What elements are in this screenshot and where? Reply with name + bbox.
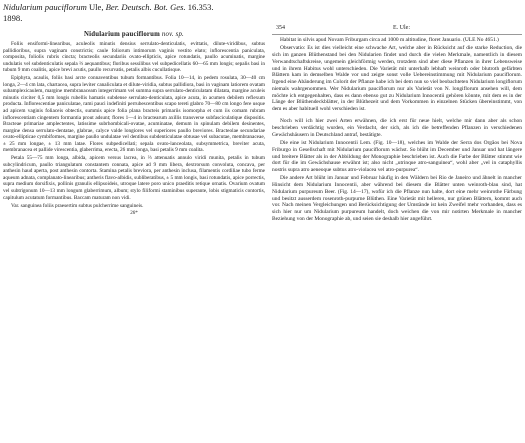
- right-paragraph-habitat: Habitat in silvis apud Novam Friburgam circa ad 1000 m altitudine, floret Januario. (ULE No 4651.): [280, 37, 499, 43]
- page-number: 354: [276, 25, 285, 31]
- left-paragraph-diagnosis: Foliis ensiformi-linearibus, aculeolis minutis densius serrulato-denticulatis, evittatis, dilute-viridibus, subtus pallidioribus, supra vaginam constrictis; caule foliorum intimorum vaginis vestito elato; inflorescentia paniculata, composita, foliolis rubris cincta; bracteolis secundariis ovato-ellipticis, apice rotundatis, paullo acuminatis, margine undulatis vel subdenticulatis sepala ⅔ aequantibus; floribus sessilibus vel subpedicellatis 60—65 mm longis; sepalis basi in tubum 9 mm coalitis, apice brevi acutis, paullo recurvatis, petalis albis cucullatisque.: [3, 41, 265, 74]
- section-heading-species: Nidularium pauciflorum: [84, 31, 160, 38]
- citation-authority: Ule,: [86, 2, 106, 12]
- left-paragraph-flowers: Petala 55—75 mm longa, albida, apicem versus lacrea, in ⅔ attenuatis annulo viridi munita, petalis in tubum subcylindricum, paullo triangulatum constantem connata, apice ad 9 mm libera, dextrorsum convoluta, concava, per anthesin haud aperta, post anthesin contorta. Stamina petalis breviora, per anthesin inclusa, filamentis cordiliae tubo ferme aqueum adnata, complanato-linearibus; antheris flavo-albidis, subliberatibus, ± 5 mm longis, basi rotundatis, apice porrectis, supra medium dorsifixis, pollinis granulis ellipsoideis, utroque latere poro unico praeditis retique ornatis. Ovarium ovatum vel subtrigonum 10—13 mm longum glaberrimum, album; stylo filiformi staminibus superante, lobis stigmaticis contortis, capitulum acutatum formantibus. Baccam maturam non vidi.: [3, 155, 265, 201]
- left-paragraph-variety: Var. sanguinea foliis praesertim subtus pulcherrime sanguineis.: [11, 202, 144, 209]
- citation-reference: 16.353.: [185, 2, 214, 12]
- citation-journal: Ber. Deutsch. Bot. Ges.: [105, 2, 186, 12]
- citation-species-name: Nidularium pauciflorum: [3, 2, 87, 12]
- right-page: [272, 24, 522, 440]
- right-paragraph-two-species: Noch will ich hier zwei Arten erwähnen, die ich erst für neue hielt, welche mir dann aber als schon beschrieben verdächtig wurden, ein Verdacht, der sich, als ich die betreffenden Pflanzen in verschiedenen Gewächshäusern in Deutschland antraf, bestätigte.: [272, 118, 522, 138]
- right-paragraph-innocentii: Die eine ist Nidularium Innocentii Lem. (Fig. 10—18), welches im Walde der Serra dos Orgãos bei Nova Friburgo in Gesellschaft mit Nidularium pauciflorum wächst. So blüht im December und Januar und hat längere und breitere Blätter als in der Abbildung der Monographie beschrieben ist. Auch die Farbe der Blätter stimmt wie dort für die im Gewächshause erwähnt ist; also nicht „utrinque atro-sanguinea“, wohl aber „vel in cataphyllis nostris supra atro aeneoque subtus atro-violacea vel atro-purpurea“.: [272, 140, 522, 173]
- left-paragraph-description: Epiphyta, acaulis, foliis basi arcte connaventibus tubum formantibus. Folia 10—14, in pedem rosulata, 30—40 cm longa, 2—4 cm lata, chartacea, supra leviter canaliculata et dilute-viridia, subtus pallidiora, basi in vaginam latiorem ovatam subamplexicaulem, margine membranaceam integerrimam vel summa supra serrulato-denticulatam dilatata, margine aculeis minutis circiter 0,5 mm longis rubellis hamatis subdense serrulato-denticulata, apice acuta, in acumen debilem reflexum producta. Inflorescentiae paniculatae, rami pauci indefiniti perrubescentibus scapo tereti glabro 70—80 cm longo fere usque ad apicem vaginis foliaceis obtectis, summis apice folia plana bracteis primariis isomorpha et cum iis comam rubram inflorescentiam cingentem formantia prout adsunt; flores 1—4 in bractearum axillis transverse subfasciculatique dispositis. Bracteae primariae amplectentes, latissime subrhombicali-ovatae, acuminatae, demum in spinulam debilem desinentes, margine densa serrulato-dentatae, glabrae, calyce valde longiores vel superiores paullo breviores. Bracteolae secundariae ovato-ellipticae cymbiformes, margine paullo undulatae vel dentibus subdenticulatae obtusae vel subacutae, membranaceae, ± 25 mm longae, ± 13 mm latae. Flores subpedicellati; sepala ovato-lanceolata, subsymmetrica, breviter acuta, membranacea et pallide virescentia, glaberrima, erecta, 26 mm longa, basi petalis 9 mm coalita.: [3, 75, 265, 154]
- species-citation: [3, 2, 263, 23]
- left-page: [3, 30, 265, 440]
- running-head-author: E. Ule:: [393, 25, 410, 31]
- running-head: [272, 24, 522, 35]
- section-heading-suffix: nov. sp.: [160, 31, 184, 38]
- section-heading: [3, 31, 265, 39]
- right-paragraph-purpureum: Die andere Art blüht im Januar und Februar häufig in den Wäldern bei Rio de Janeiro und ähnelt in mancher Hinsicht dem Nidularium Innocentii, aber während bei diesem die Blätter unten weinroth-blau sind, hat Nidularium purpureum Beer. (Fig. 14—17), wofür ich die Pflanze nun halte, dort eine mehr weinrothe Färbung und besitzt ausserdem rosenroth-purpurne Blüthen. Eine Varietät mit helleren, nur grünen Blättern, kommt auch vor. Nach meinen Vergleichungen und Berücksichtigung der Umstände ist kein Zweifel mehr vorhanden, dass es sich hier nur um Nidularium purpureum handelt, doch weichen die von mir notirten Merkmale in mancher Beziehung von der Monographie ab, und seien sie deshalb hier angeführt.: [272, 175, 522, 222]
- citation-year: 1898.: [3, 12, 23, 23]
- left-page-footer: 26*: [130, 210, 138, 216]
- right-paragraph-observation: Observatio: Es ist dies vielleicht eine schwache Art, welche aber in Rücksicht auf die starke Reduction, die sich im ganzen Blüthenstand bei den Nidularien findet und durch die vielen Merkmale, namentlich in diesem Verwandtschaftskreise, ungemein gleichförmig werden, trotzdem sind aber diese Pflanzen in ihrer Lebensweise und in ihrem Habitus wohl unterschieden. Die Varietät mit unterhalb lebhaft weinroth oder blutroth gefärbten Blättern kam in demselben Walde vor und zeigte sonst volle Uebereinstimmung mit Nidularium pauciflorum. Irgend eine Abänderung im Colorit der Pflanze habe ich bei dem nun so viel beobachteten Nidularium longiflorum niemals wahrgenommen. Wer Nidularium pauciflorum nur als Varietät von N. longiflorum ansehen will, dem möchte ich entgegenhalten, dass es dann ebenso gut zu Nidularium Innocentii gehören könnte, mit dem es in der Länge der Blüthendeckblätter, in der Blüthezeit und dem Vorkommen in einzelnen Stücken übereinstimmt, von dem es aber habituell wohl verschieden ist.: [272, 45, 522, 112]
